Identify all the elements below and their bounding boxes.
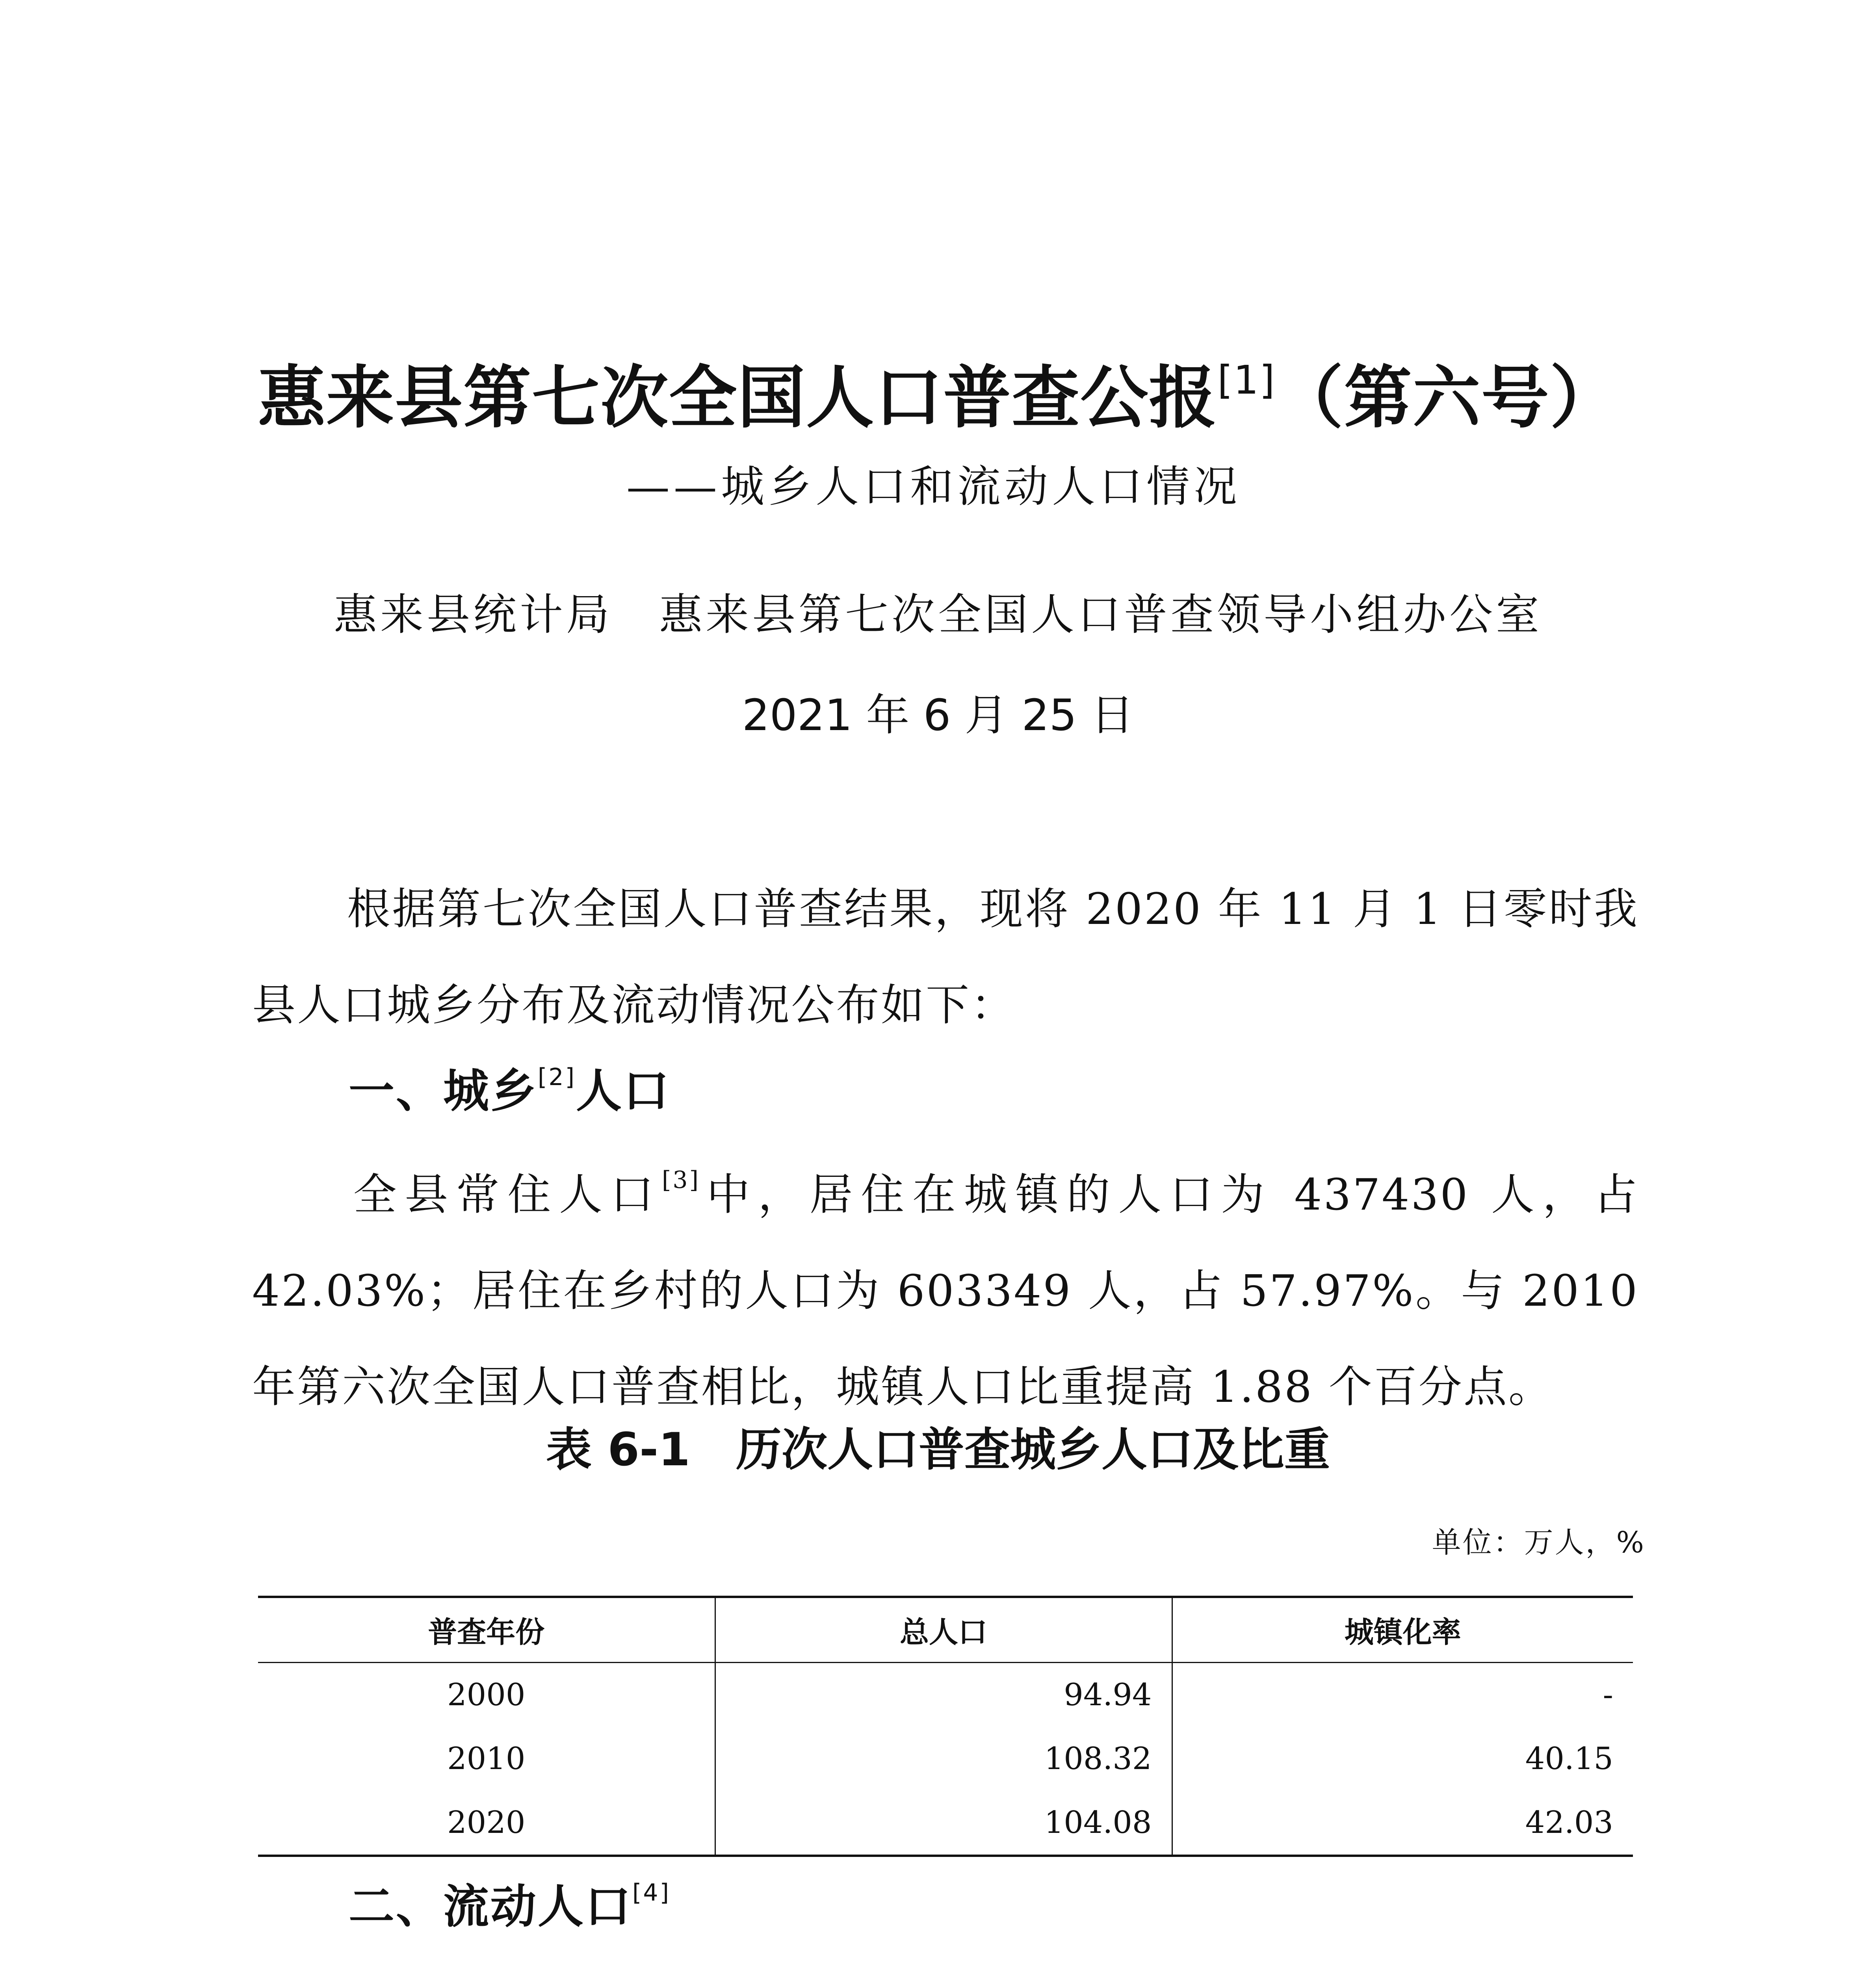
bulletin-title xyxy=(0,355,1876,441)
title-main: 惠来县第七次全国人口普查公报 xyxy=(258,358,1218,437)
section1-body-footnote-mark[interactable]: [3] xyxy=(662,1166,700,1194)
section2-paragraph xyxy=(252,1964,1639,1970)
cell-total: 104.08 xyxy=(715,1791,1172,1856)
cell-year: 2000 xyxy=(447,1677,526,1713)
title-footnote-mark[interactable]: [1] xyxy=(1217,357,1276,403)
census-table xyxy=(258,1596,1633,1857)
section1-body-b: 中，居住在城镇的人口为 437430 人，占 42.03%；居住在乡村的人口为 603349 人，占 57.97%。与 2010 年第六次全国人口普查相比，城镇人口比重提高 1.88 个百分点。 xyxy=(252,1169,1639,1412)
title-issue: （第六号） xyxy=(1275,358,1618,437)
table-row xyxy=(258,1727,1633,1791)
section2-prefix: 二、流动人口 xyxy=(349,1880,632,1933)
header-year: 普查年份 xyxy=(258,1597,715,1663)
section2-footnote-mark[interactable]: [4] xyxy=(632,1879,671,1907)
cell-year: 2010 xyxy=(447,1741,526,1777)
issuer-line: 惠来县统计局 惠来县第七次全国人口普查领导小组办公室 xyxy=(334,589,1542,640)
intro-text: 根据第七次全国人口普查结果，现将 2020 年 11 月 1 日零时我县人口城乡分布及流动情况公布如下： xyxy=(252,884,1639,1030)
cell-rate: 42.03 xyxy=(1172,1791,1633,1856)
cell-year: 2020 xyxy=(258,1791,715,1856)
table-title: 表 6-1 历次人口普查城乡人口及比重 xyxy=(546,1423,1330,1476)
table-header-row xyxy=(258,1597,1633,1663)
table-row xyxy=(258,1791,1633,1856)
cell-total: 94.94 xyxy=(715,1663,1172,1727)
issue-date: 2021 年 6 月 25 日 xyxy=(742,690,1134,740)
header-total: 总人口 xyxy=(715,1597,1172,1663)
cell-rate: 40.15 xyxy=(1172,1727,1633,1791)
cell-total: 108.32 xyxy=(715,1727,1172,1791)
table-unit: 单位：万人，% xyxy=(1432,1526,1646,1559)
section1-footnote-mark[interactable]: [2] xyxy=(538,1063,576,1091)
section1-suffix: 人口 xyxy=(576,1065,671,1118)
section1-prefix: 一、城乡 xyxy=(349,1065,538,1118)
intro-paragraph xyxy=(252,861,1639,1053)
section-heading-floating-population xyxy=(349,1875,671,1938)
section1-paragraph xyxy=(252,1147,1639,1435)
cell-rate: - xyxy=(1172,1663,1633,1727)
section1-body-a: 全县常住人口 xyxy=(347,1169,662,1220)
table-row xyxy=(258,1663,1633,1727)
section-heading-urban-rural xyxy=(349,1060,671,1123)
bulletin-subtitle: ——城乡人口和流动人口情况 xyxy=(626,461,1241,512)
header-urbanization: 城镇化率 xyxy=(1172,1597,1633,1663)
